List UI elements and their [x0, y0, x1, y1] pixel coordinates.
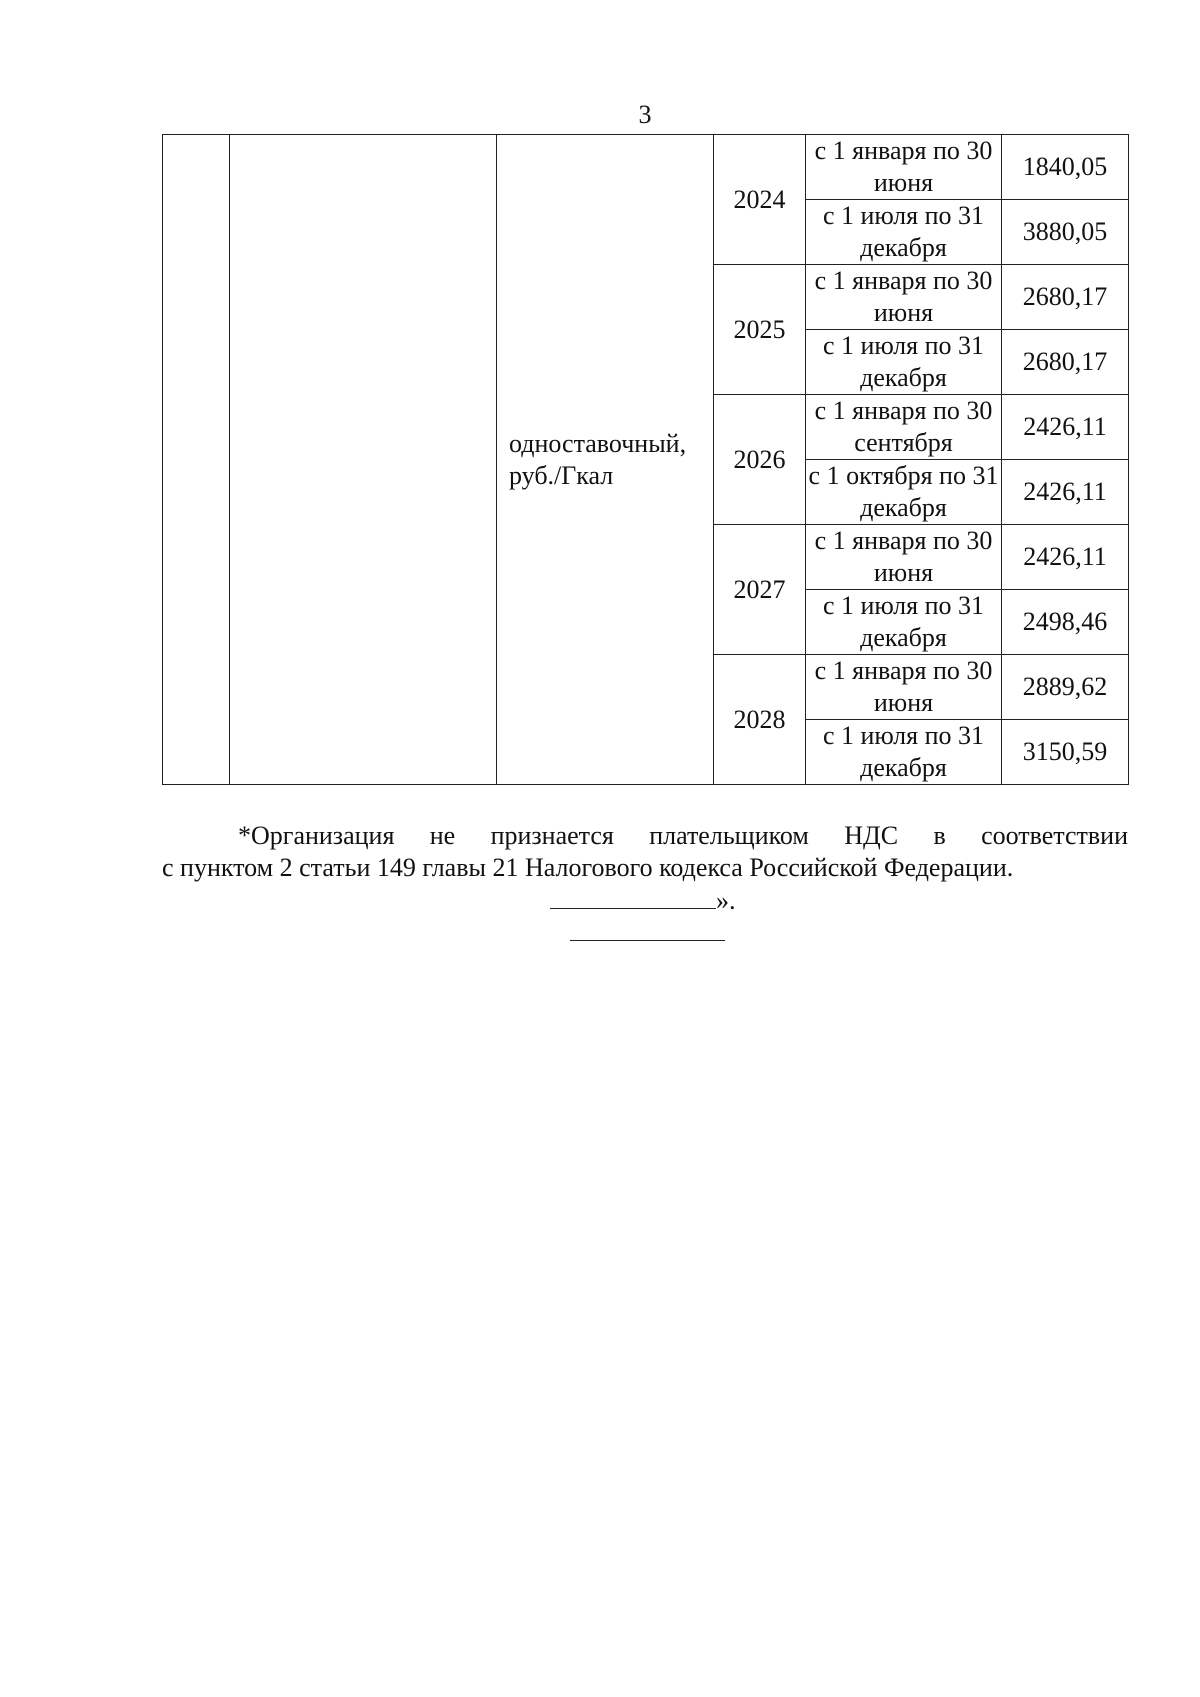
period-cell: с 1 июля по 31 декабря: [806, 590, 1002, 655]
tariff-row: [163, 135, 1129, 200]
tariff-table-body: [163, 135, 1129, 785]
closing-quote: [550, 884, 736, 917]
tariff-value-cell: 3880,05: [1002, 200, 1129, 265]
vat-footnote: [162, 820, 1128, 884]
end-rule: [570, 940, 725, 941]
page-number: 3: [638, 100, 652, 129]
blank-signature-line: [550, 884, 716, 909]
tariff-value-cell: 2680,17: [1002, 330, 1129, 395]
tariff-value-cell: 2498,46: [1002, 590, 1129, 655]
period-cell: с 1 октября по 31 декабря: [806, 460, 1002, 525]
period-cell: с 1 января по 30 сентября: [806, 395, 1002, 460]
year-cell: 2026: [714, 395, 806, 525]
year-cell: 2027: [714, 525, 806, 655]
tariff-value-cell: 2426,11: [1002, 395, 1129, 460]
period-cell: с 1 января по 30 июня: [806, 525, 1002, 590]
tariff-value-cell: 2889,62: [1002, 655, 1129, 720]
footnote-line: *Организация не признается плательщиком НДС в соответствии: [238, 821, 1128, 850]
rate-type-cell: одноставочный, руб./Гкал: [497, 135, 714, 785]
tariff-value-cell: 1840,05: [1002, 135, 1129, 200]
year-cell: 2028: [714, 655, 806, 785]
tariff-value-cell: 2426,11: [1002, 460, 1129, 525]
tariff-value-cell: 3150,59: [1002, 720, 1129, 785]
footnote-line: с пунктом 2 статьи 149 главы 21 Налогового кодекса Российской Федерации.: [162, 853, 1014, 882]
closing-quote-mark: ».: [716, 886, 736, 915]
year-cell: 2024: [714, 135, 806, 265]
organization-cell: [230, 135, 497, 785]
tariff-value-cell: 2426,11: [1002, 525, 1129, 590]
period-cell: с 1 января по 30 июня: [806, 265, 1002, 330]
period-cell: с 1 июля по 31 декабря: [806, 200, 1002, 265]
period-cell: с 1 июля по 31 декабря: [806, 720, 1002, 785]
row-number-cell: [163, 135, 230, 785]
period-cell: с 1 января по 30 июня: [806, 655, 1002, 720]
tariff-value-cell: 2680,17: [1002, 265, 1129, 330]
year-cell: 2025: [714, 265, 806, 395]
tariff-table: [162, 134, 1129, 785]
period-cell: с 1 января по 30 июня: [806, 135, 1002, 200]
period-cell: с 1 июля по 31 декабря: [806, 330, 1002, 395]
